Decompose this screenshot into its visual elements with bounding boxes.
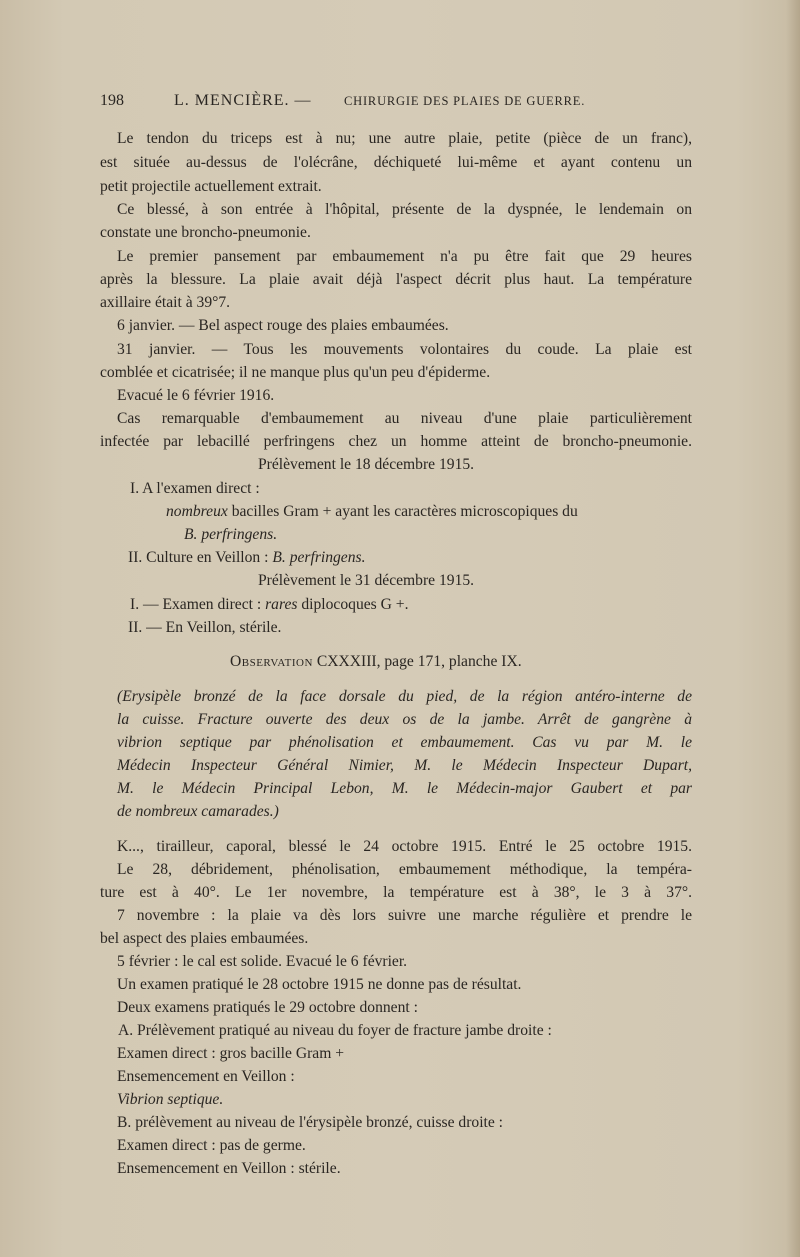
text-line: bel aspect des plaies embaumées.: [100, 930, 309, 947]
text-line: 31 janvier. — Tous les mouvements volontaires du coude. La plaie est: [117, 341, 692, 358]
text-line: infectée par lebacillé perfringens chez un homme atteint de broncho-pneumonie.: [100, 433, 692, 450]
text-line: de nombreux camarades.): [117, 803, 279, 820]
text-line: est située au-dessus de l'olécrâne, déchiqueté lui-même et ayant contenu un: [100, 154, 692, 171]
text-line: petit projectile actuellement extrait.: [100, 178, 322, 195]
text-line: [166, 501, 686, 523]
text-line: A. Prélèvement pratiqué au niveau du foyer de fracture jambe droite :: [118, 1022, 552, 1039]
text-line: Evacué le 6 février 1916.: [117, 387, 275, 404]
sample-heading: Prélèvement le 31 décembre 1915.: [258, 572, 475, 589]
text-line: Le premier pansement par embaumement n'a pu être fait que 29 heures: [117, 248, 692, 265]
text-line: après la blessure. La plaie avait déjà l'aspect décrit plus haut. La température: [100, 271, 692, 288]
text-line: Vibrion septique.: [117, 1091, 224, 1108]
italic-term: nombreux: [166, 503, 228, 520]
text-line: Ensemencement en Veillon :: [117, 1068, 295, 1085]
text-line: Examen direct : pas de germe.: [117, 1137, 306, 1154]
text-line: comblée et cicatrisée; il ne manque plus qu'un peu d'épiderme.: [100, 364, 491, 381]
text-line: vibrion septique par phénolisation et embaumement. Cas vu par M. le: [117, 734, 692, 751]
text-segment: diplocoques G +.: [301, 596, 409, 613]
text-line: II. — En Veillon, stérile.: [128, 619, 282, 636]
italic-term: rares: [265, 596, 298, 613]
sample-heading: Prélèvement le 18 décembre 1915.: [258, 456, 475, 473]
text-line: K..., tirailleur, caporal, blessé le 24 octobre 1915. Entré le 25 octobre 1915.: [117, 838, 692, 855]
text-line: Deux examens pratiqués le 29 octobre donnent :: [117, 999, 418, 1016]
text-line: Examen direct : gros bacille Gram +: [117, 1045, 345, 1062]
text-segment: II. Culture en Veillon :: [128, 549, 269, 566]
text-line: Le 28, débridement, phénolisation, embaumement méthodique, la tempéra-: [117, 861, 692, 878]
text-line: (Erysipèle bronzé de la face dorsale du pied, de la région antéro-interne de: [117, 688, 692, 705]
text-line: 5 février : le cal est solide. Evacué le 6 février.: [117, 953, 408, 970]
running-header: [100, 92, 720, 116]
header-author: L. MENCIÈRE. —: [174, 92, 312, 109]
text-line: 7 novembre : la plaie va dès lors suivre une marche régulière et prendre le: [117, 907, 692, 924]
text-line: axillaire était à 39°7.: [100, 294, 231, 311]
text-line: Un examen pratiqué le 28 octobre 1915 ne donne pas de résultat.: [117, 976, 522, 993]
text-line: [128, 547, 528, 569]
text-line: 6 janvier. — Bel aspect rouge des plaies embaumées.: [117, 317, 449, 334]
text-line: la cuisse. Fracture ouverte des deux os de la jambe. Arrêt de gangrène à: [117, 711, 692, 728]
text-line: M. le Médecin Principal Lebon, M. le Médecin-major Gaubert et par: [117, 780, 692, 797]
text-line: B. perfringens.: [184, 526, 278, 543]
text-segment: bacilles Gram + ayant les caractères microscopiques du: [231, 503, 578, 520]
header-title: CHIRURGIE DES PLAIES DE GUERRE.: [344, 94, 586, 108]
text-line: Ensemencement en Veillon : stérile.: [117, 1160, 341, 1177]
text-line: ture est à 40°. Le 1er novembre, la température est à 38°, le 3 à 37°.: [100, 884, 692, 901]
text-line: Cas remarquable d'embaumement au niveau d'une plaie particulièrement: [117, 410, 692, 427]
page-edge-shadow: [786, 0, 800, 1257]
text-segment: I. — Examen direct :: [130, 596, 262, 613]
text-line: I. A l'examen direct :: [130, 480, 260, 497]
italic-term: B. perfringens.: [272, 549, 366, 566]
text-line: [130, 594, 530, 616]
text-line: Médecin Inspecteur Général Nimier, M. le Médecin Inspecteur Dupart,: [117, 757, 692, 774]
observation-ref: CXXXIII, page 171, planche IX.: [316, 653, 522, 670]
text-line: Ce blessé, à son entrée à l'hôpital, présente de la dyspnée, le lendemain on: [117, 201, 692, 218]
text-line: constate une broncho-pneumonie.: [100, 224, 311, 241]
page-number: 198: [100, 92, 124, 109]
observation-heading: [230, 651, 670, 673]
observation-label: Observation: [230, 653, 313, 670]
text-line: B. prélèvement au niveau de l'érysipèle bronzé, cuisse droite :: [117, 1114, 504, 1131]
text-line: Le tendon du triceps est à nu; une autre plaie, petite (pièce de un franc),: [117, 130, 692, 147]
